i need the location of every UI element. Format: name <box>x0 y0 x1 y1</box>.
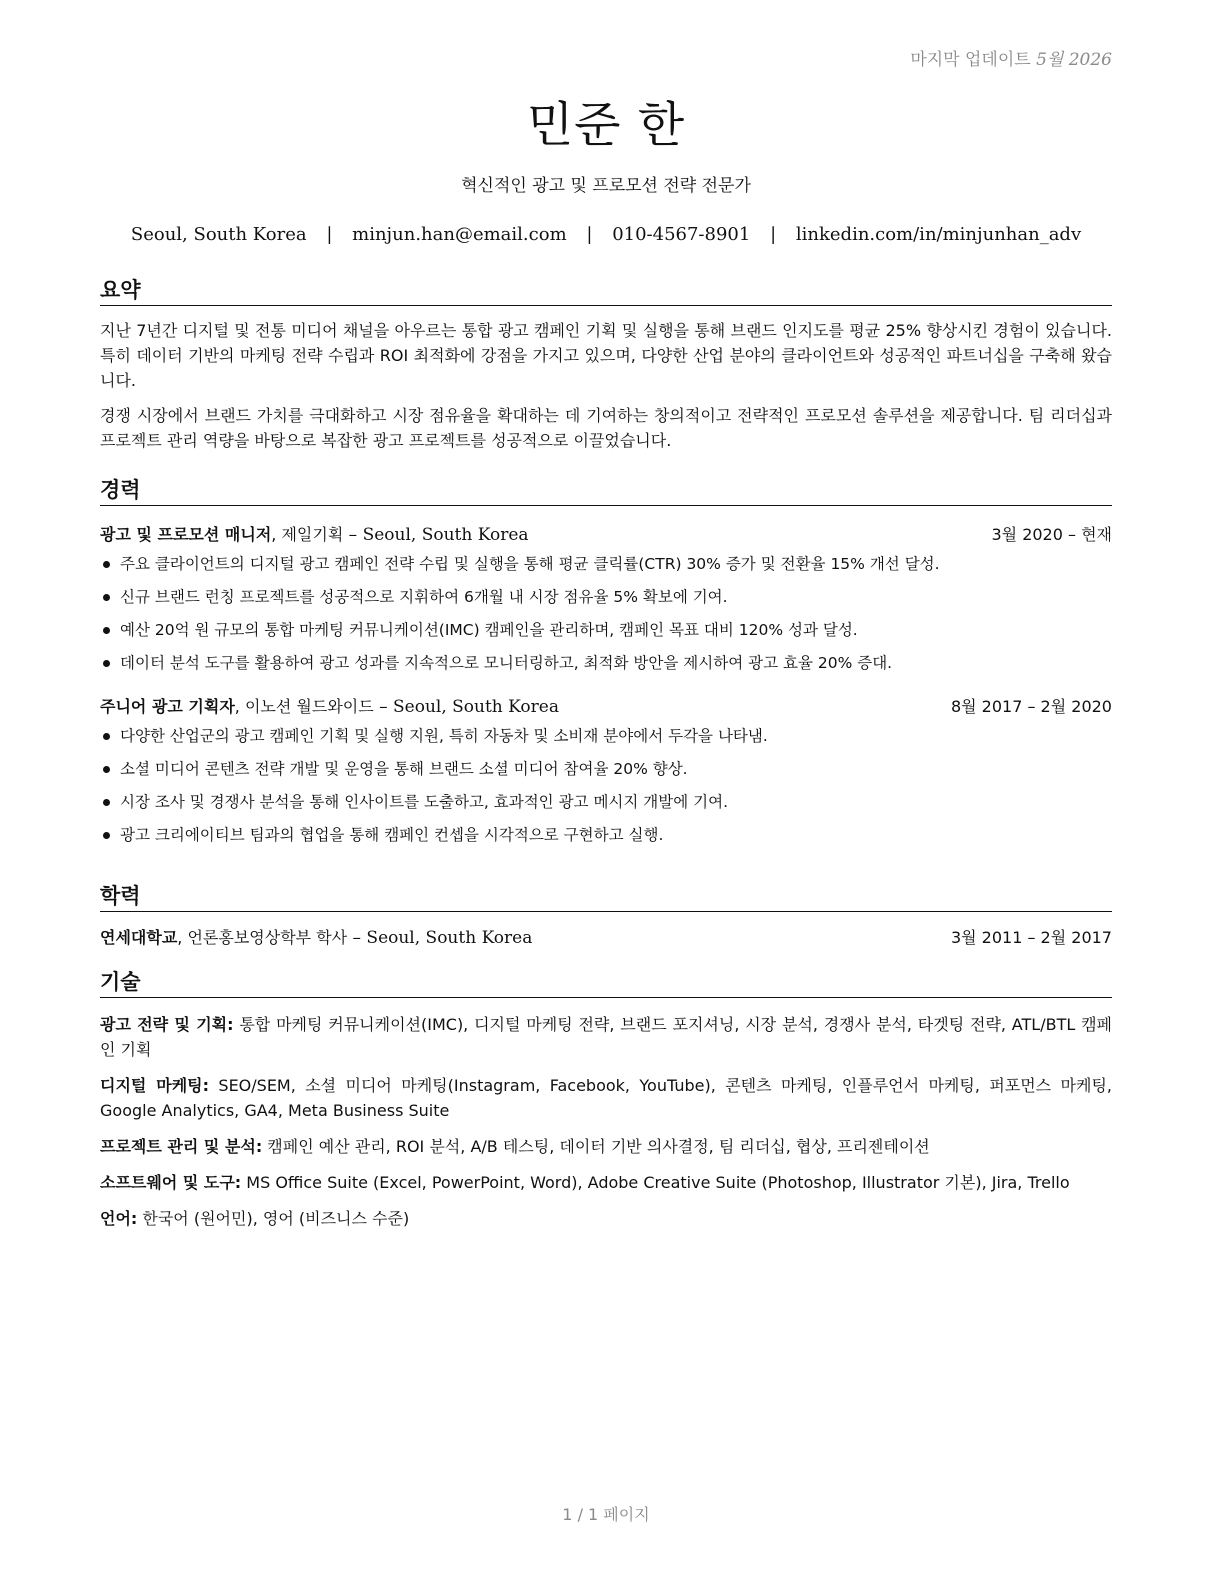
summary-section <box>100 277 1112 453</box>
section-title-education: 학력 <box>100 883 1112 912</box>
skill-label: 디지털 마케팅: <box>100 1076 210 1095</box>
contact-phone[interactable]: 010-4567-8901 <box>612 224 751 245</box>
job-header <box>100 523 1112 547</box>
skill-item <box>100 1206 1112 1231</box>
job-company: , 이노션 월드와이드 <box>234 697 374 716</box>
skill-text: MS Office Suite (Excel, PowerPoint, Word), Adobe Creative Suite (Photoshop, Illustrator 기본), Jira, Trello <box>241 1173 1070 1192</box>
skill-text: 캠페인 예산 관리, ROI 분석, A/B 테스팅, 데이터 기반 의사결정, 팀 리더십, 협상, 프리젠테이션 <box>262 1137 930 1156</box>
contact-location: Seoul, South Korea <box>130 224 307 245</box>
skill-label: 소프트웨어 및 도구: <box>100 1173 242 1192</box>
section-title-experience: 경력 <box>100 477 1112 506</box>
education-school: 연세대학교 <box>100 928 178 947</box>
contact-linkedin[interactable]: linkedin.com/in/minjunhan_adv <box>795 224 1082 245</box>
job-role: 주니어 광고 기획자 <box>100 697 235 716</box>
education-section <box>100 883 1112 950</box>
last-updated <box>910 45 1112 70</box>
skills-section <box>100 969 1112 1231</box>
contact-email[interactable]: minjun.han@email.com <box>352 224 567 245</box>
page-indicator: 1 / 1 페이지 <box>562 1505 650 1524</box>
job-header <box>100 695 1112 719</box>
tagline: 혁신적인 광고 및 프로모션 전략 전문가 <box>461 176 751 196</box>
job-entry <box>100 523 1112 675</box>
summary-paragraph: 경쟁 시장에서 브랜드 가치를 극대화하고 시장 점유율을 확대하는 데 기여하는 창의적이고 전략적인 프로모션 솔루션을 제공합니다. 팀 리더십과 프로젝트 관리 역량을 바탕으로 복잡한 광고 프로젝트를 성공적으로 이끌었습니다. <box>100 406 1112 450</box>
candidate-name: 민준 한 <box>526 97 686 153</box>
skill-label: 프로젝트 관리 및 분석: <box>100 1137 263 1156</box>
job-role: 광고 및 프로모션 매니저 <box>100 525 272 544</box>
bullet-item: 소셜 미디어 콘텐츠 전략 개발 및 운영을 통해 브랜드 소셜 미디어 참여율 20% 향상. <box>100 757 1112 781</box>
bullet-item: 주요 클라이언트의 디지털 광고 캠페인 전략 수립 및 실행을 통해 평균 클릭률(CTR) 30% 증가 및 전환율 15% 개선 달성. <box>100 552 1112 576</box>
education-location: – Seoul, South Korea <box>347 928 533 948</box>
bullet-item: 데이터 분석 도구를 활용하여 광고 성과를 지속적으로 모니터링하고, 최적화 방안을 제시하여 광고 효율 20% 증대. <box>100 651 1112 675</box>
bullet-item: 신규 브랜드 런칭 프로젝트를 성공적으로 지휘하여 6개월 내 시장 점유율 5% 확보에 기여. <box>100 585 1112 609</box>
skill-item <box>100 1073 1112 1123</box>
resume-page <box>100 0 1112 1584</box>
contact-line <box>100 224 1112 245</box>
job-location: – Seoul, South Korea <box>343 525 529 545</box>
education-entry <box>100 926 1112 950</box>
job-dates: 8월 2017 – 2월 2020 <box>950 697 1112 716</box>
skill-text: SEO/SEM, 소셜 미디어 마케팅(Instagram, Facebook, YouTube), 콘텐츠 마케팅, 인플루언서 마케팅, 퍼포먼스 마케팅, Google Analytics, GA4, Meta Business Suite <box>100 1076 1112 1120</box>
skill-item <box>100 1012 1112 1062</box>
job-bullets <box>100 724 1112 847</box>
summary-paragraph: 지난 7년간 디지털 및 전통 미디어 채널을 아우르는 통합 광고 캠페인 기획 및 실행을 통해 브랜드 인지도를 평균 25% 향상시킨 경험이 있습니다. 특히 데이터 기반의 마케팅 전략 수립과 ROI 최적화에 강점을 가지고 있으며, 다양한 산업 분야의 클라이언트와 성공적인 파트너십을 구축해 왔습니다. <box>100 321 1112 390</box>
contact-separator: | <box>326 224 333 245</box>
section-title-summary: 요약 <box>100 277 1112 306</box>
bullet-item: 예산 20억 원 규모의 통합 마케팅 커뮤니케이션(IMC) 캠페인을 관리하며, 캠페인 목표 대비 120% 성과 달성. <box>100 618 1112 642</box>
last-updated-prefix: 마지막 업데이트 <box>910 50 1031 70</box>
experience-section <box>100 477 1112 847</box>
last-updated-month: 5월 <box>1036 50 1064 70</box>
skill-item <box>100 1170 1112 1195</box>
job-location: – Seoul, South Korea <box>373 697 559 717</box>
job-bullets <box>100 552 1112 675</box>
contact-separator: | <box>586 224 593 245</box>
skill-item <box>100 1134 1112 1159</box>
job-entry <box>100 695 1112 847</box>
skill-label: 광고 전략 및 기획: <box>100 1015 234 1034</box>
education-degree: , 언론홍보영상학부 학사 <box>177 928 348 947</box>
section-title-skills: 기술 <box>100 969 1112 998</box>
skill-text: 통합 마케팅 커뮤니케이션(IMC), 디지털 마케팅 전략, 브랜드 포지셔닝, 시장 분석, 경쟁사 분석, 타겟팅 전략, ATL/BTL 캠페인 기획 <box>100 1015 1112 1059</box>
bullet-item: 광고 크리에이티브 팀과의 협업을 통해 캠페인 컨셉을 시각적으로 구현하고 실행. <box>100 823 1112 847</box>
job-dates: 3월 2020 – 현재 <box>991 525 1112 544</box>
job-company: , 제일기획 <box>271 525 344 544</box>
skill-text: 한국어 (원어민), 영어 (비즈니스 수준) <box>137 1209 410 1228</box>
bullet-item: 다양한 산업군의 광고 캠페인 기획 및 실행 지원, 특히 자동차 및 소비재 분야에서 두각을 나타냄. <box>100 724 1112 748</box>
bullet-item: 시장 조사 및 경쟁사 분석을 통해 인사이트를 도출하고, 효과적인 광고 메시지 개발에 기여. <box>100 790 1112 814</box>
contact-separator: | <box>770 224 777 245</box>
last-updated-year: 2026 <box>1068 50 1112 70</box>
skill-label: 언어: <box>100 1209 138 1228</box>
education-dates: 3월 2011 – 2월 2017 <box>950 928 1112 947</box>
